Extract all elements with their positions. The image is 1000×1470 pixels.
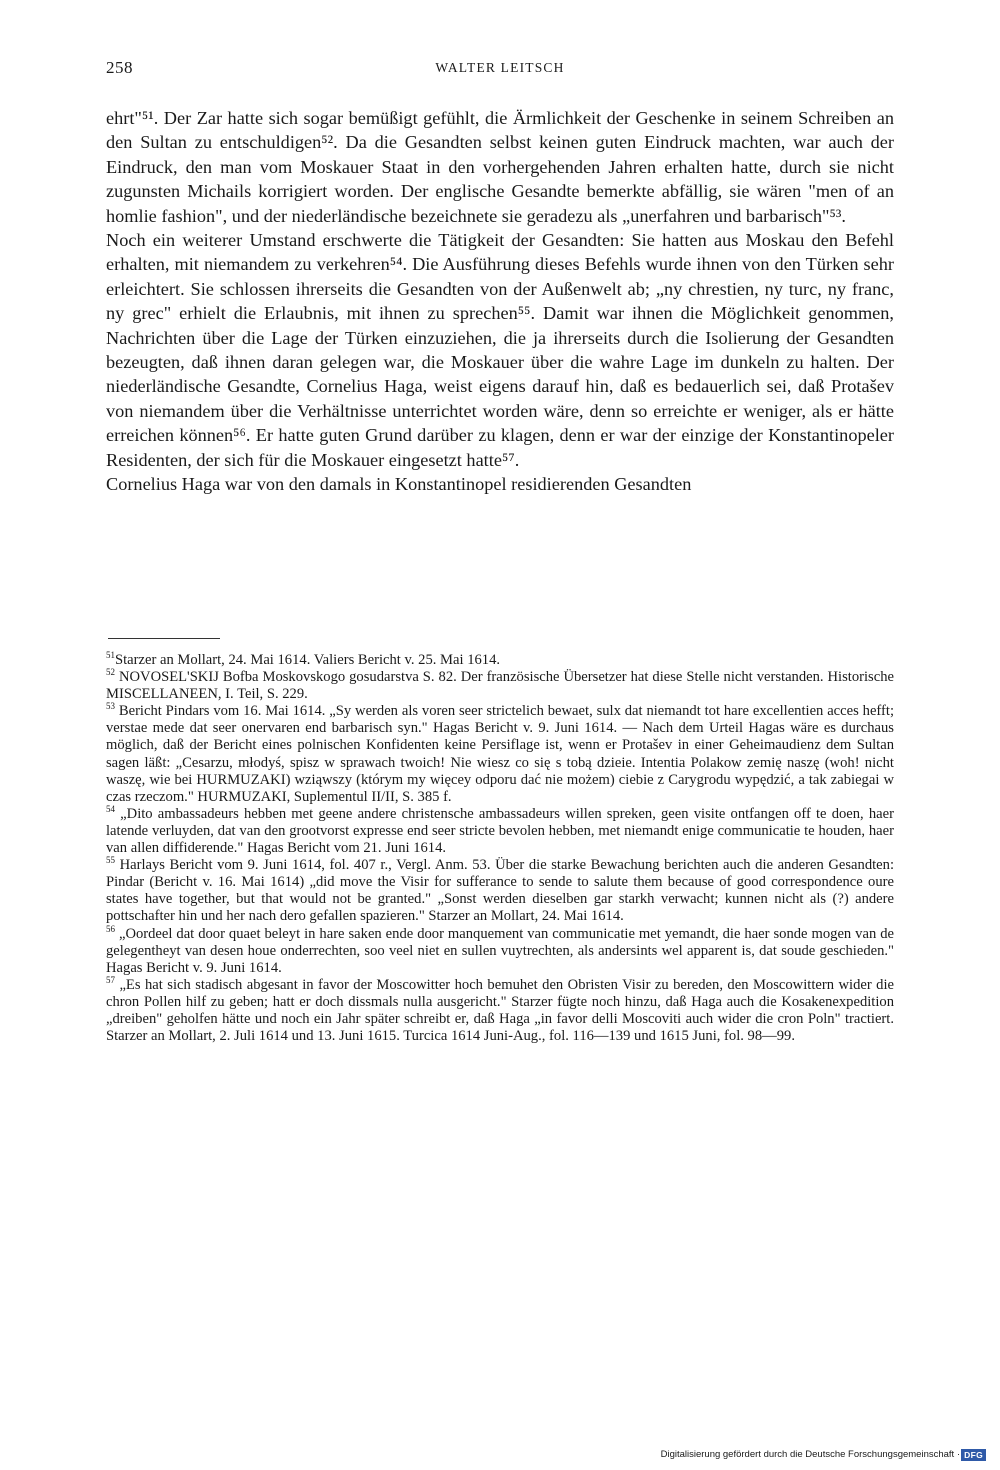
footnote-text: NOVOSEL'SKIJ Bofba Moskovskogo gosudarstva S. 82. Der französische Übersetzer hat diese Stelle nicht verstanden. Historische MISCELLANEEN, I. Teil, S. 229. — [106, 669, 894, 703]
footnote — [106, 857, 894, 925]
footnote-number: 52 — [106, 667, 115, 678]
footnote — [106, 703, 894, 806]
footnote-text: Bericht Pindars vom 16. Mai 1614. „Sy werden als voren seer strictelich bewaet, sulx dat niemandt tot hare excellentien acces hefft; verstae mede dat seer onervaren end barbarisch syn." Hagas Bericht v. 9. Juni 1614. — Nach dem Urteil Hagas wäre es durchaus möglich, daß der Bericht eines polnischen Konfidenten keine Persiflage ist, wenn er Protašev in einer Geheimaudienz dem Sultan sagen läßt: „Cesarzu, młodyś, spisz w sprawach twoich! Nie wiesz co się s tobą dzieie. Intentia Polakow zemię naszę (woh! nicht waszę, wie bei HURMUZAKI) wziąwszy (którym my więcey odporu dać nie możem) ciebie z Carygrodu wypędzić, a tak zabiegai w czas rzeczom." HURMUZAKI, Suplementul II/II, S. 385 f. — [106, 703, 894, 805]
footnotes — [106, 652, 894, 1045]
footnote-text: „Es hat sich stadisch abgesant in favor der Moscowitter hoch bemuhet den Obristen Visir zu bereden, den Moscowittern wider die chron Pollen hilf zu geben; hatt er doch dissmals nulla ausgericht." Starzer fügte noch hinzu, daß Haga auch die Kosakenexpedition „dreiben" geholfen hätte und noch ein Jahr später schreibt er, daß Haga „in favor delli Moscoviti auch wider die cron Poln" tractiert. Starzer an Mollart, 2. Juli 1614 und 13. Juni 1615. Turcica 1614 Juni-Aug., fol. 116—139 und 1615 Juni, fol. 98—99. — [106, 976, 894, 1045]
body-text — [106, 106, 894, 497]
footnote-number: 57 — [106, 974, 115, 985]
page-number: 258 — [106, 58, 133, 77]
body-paragraph: ehrt"⁵¹. Der Zar hatte sich sogar bemüßigt gefühlt, die Ärmlichkeit der Geschenke in seinem Schreiben an den Sultan zu entschuldigen⁵². Da die Gesandten selbst keinen guten Eindruck machten, war auch der Eindruck, den man vom Moskauer Staat in den vorhergehenden Jahren erhalten hatte, durch sie nicht zugunsten Michails korrigiert worden. Der englische Gesandte bemerkte abfällig, sie wären "men of an homlie fashion", und der niederländische bezeichnete sie geradezu als „unerfahren und barbarisch"⁵³. — [106, 108, 894, 226]
digitization-credit — [594, 1448, 986, 1462]
footnote-number: 51 — [106, 650, 115, 661]
footnote — [106, 803, 894, 857]
credit-text: Digitalisierung gefördert durch die Deutsche Forschungsgemeinschaft · — [660, 1449, 960, 1460]
footnote-text: „Oordeel dat door quaet beleyt in hare saken ende door manquement van communicatie met yemandt, die haer sonde mogen van de gelegentheyt van desen houe onderrechten, soo veel niet en sullen vuytrechten, als andersints wel apparent is, dat soude geschieden." Hagas Bericht v. 9. Juni 1614. — [106, 925, 894, 976]
footnote — [106, 669, 894, 703]
page-header — [106, 58, 894, 82]
dfg-logo: DFG — [961, 1449, 986, 1461]
footnote — [106, 923, 894, 977]
footnote-number: 56 — [106, 923, 115, 934]
footnote-text: „Dito ambassadeurs hebben met geene andere christensche ambassadeurs willen spreken, geen visite ontfangen off te doen, haer latende verluyden, dat van den grootvorst expresse end seer stricte bevolen hebben, met niemandt enige communicatie te houden, haer van allen diffiderende." Hagas Bericht vom 21. Juni 1614. — [106, 805, 894, 857]
footnote — [106, 652, 894, 669]
body-paragraph: Noch ein weiterer Umstand erschwerte die Tätigkeit der Gesandten: Sie hatten aus Moskau den Befehl erhalten, mit niemandem zu verkehren⁵⁴. Die Ausführung dieses Befehls wurde ihnen von den Türken sehr erleichtert. Sie schlossen ihrerseits die Gesandten von der Außenwelt ab; „ny chrestien, ny turc, ny franc, ny grec" erhielt die Erlaubnis, mit ihnen zu sprechen⁵⁵. Damit war ihnen die Möglichkeit genommen, Nachrichten über die Lage der Türken einzuziehen, die ja ihrerseits durch die Isolierung der Gesandten bezeugten, daß ihnen daran gelegen war, die Moskauer über die wahre Lage im dunkeln zu halten. Der niederländische Gesandte, Cornelius Haga, weist eigens darauf hin, daß es bedauerlich sei, daß Protašev von niemandem über die Verhältnisse unterrichtet worden wäre, denn so erreichte er weniger, als er hätte erreichen können⁵⁶. Er hatte guten Grund darüber zu klagen, denn er war der einzige der Konstantinopeler Residenten, der sich für die Moskauer eingesetzt hatte⁵⁷. — [106, 230, 894, 470]
footnote — [106, 974, 894, 1045]
footnote-number: 54 — [106, 803, 115, 814]
body-paragraph: Cornelius Haga war von den damals in Konstantinopel residierenden Gesandten — [106, 474, 692, 495]
running-head: WALTER LEITSCH — [435, 60, 565, 75]
footnote-text: Harlays Bericht vom 9. Juni 1614, fol. 407 r., Vergl. Anm. 53. Über die starke Bewachung berichten auch die anderen Gesandten: Pindar (Bericht v. 16. Mai 1614) „did move the Visir for sufferance to sende to salute them because of good correspondence oure states have together, but that would not be granted." „Sonst werden dieselben gar starkh verwacht; kunnen nicht als (?) andere pottschafter hin und her nach dero gefallen spazieren." Starzer an Mollart, 24. Mai 1614. — [106, 857, 894, 925]
footnote-number: 53 — [106, 701, 115, 712]
footnote-number: 55 — [106, 855, 115, 866]
footnote-divider — [108, 638, 220, 639]
footnote-text: Starzer an Mollart, 24. Mai 1614. Valiers Bericht v. 25. Mai 1614. — [115, 652, 501, 668]
